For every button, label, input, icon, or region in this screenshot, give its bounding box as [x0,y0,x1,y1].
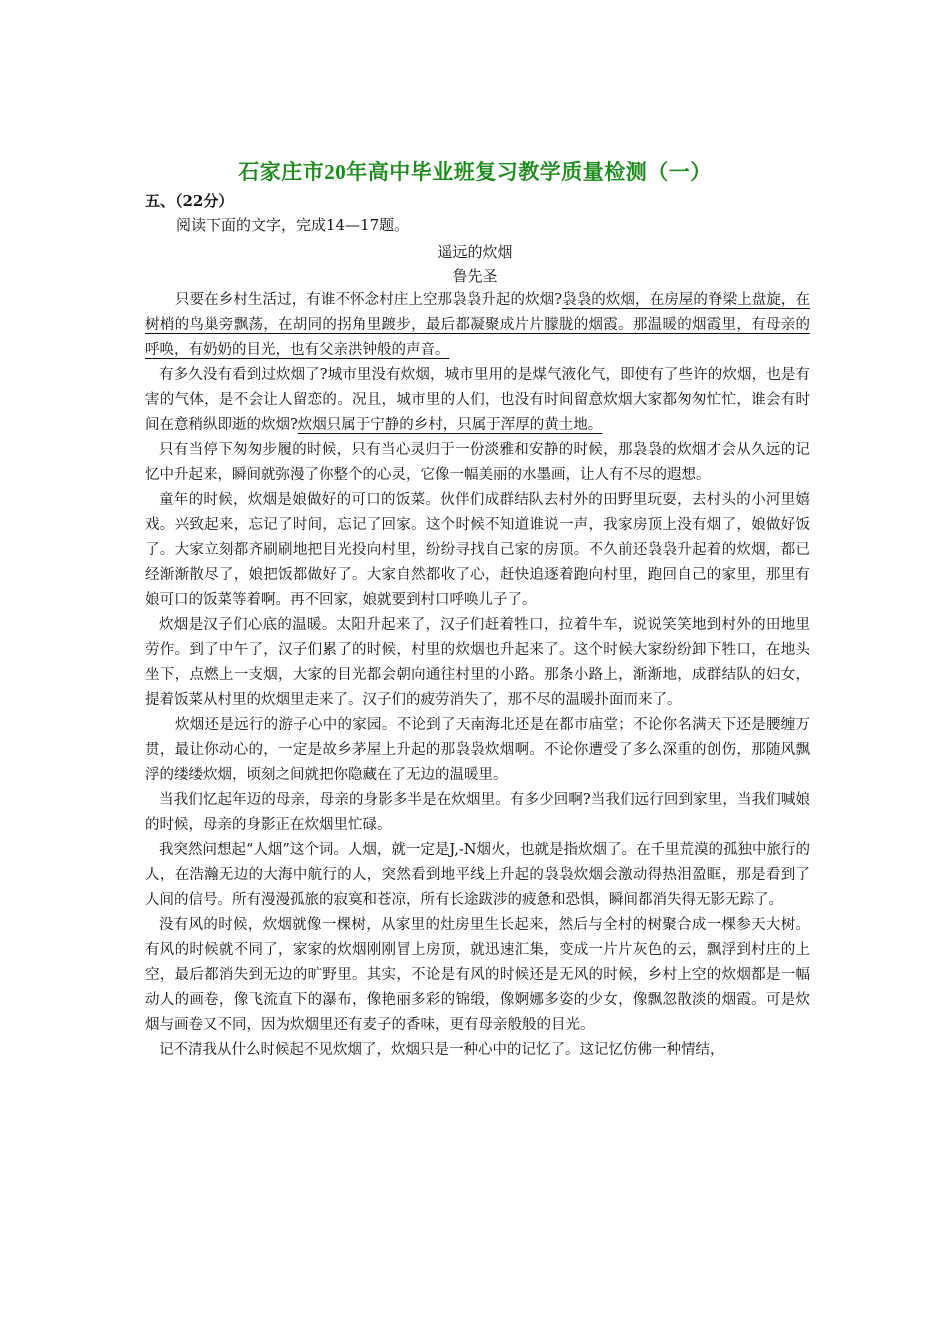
underlined-passage-1: 袅袅的炊烟，在房屋的脊梁上盘旋，在树梢的鸟巢旁飘荡，在胡同的拐角里踱步，最后都凝聚成片片朦胧的烟霞。那温暖的烟霞里，有母亲的呼唤，有奶奶的目光，也有父亲洪钟般的声音。 [145,292,811,358]
paragraph-8: 我突然问想起“人烟”这个词。人烟，就一定是J,-N烟火，也就是指炊烟了。在千里荒漠的孤独中旅行的人，在浩瀚无边的大海中航行的人，突然看到地平线上升起的袅袅炊烟会激动得热泪盈眶，那是看到了人间的信号。所有漫漫孤旅的寂寞和苍凉，所有长途跋涉的疲惫和恐惧，瞬间都消失得无影无踪了。 [145,842,810,908]
section-heading: 五、（22分） [145,192,234,210]
paragraph-2-lead: 有多久没有看到过炊烟了?城市里没有炊烟，城市里用的是煤气液化气，即使有了些许的炊烟，也是有害的气体，是不会让人留恋的。况且，城市里的人们，也没有时间留意炊烟大家都匆匆忙忙，谁会有时间在意稍纵即逝的炊烟? [145,367,810,433]
paragraph-2 [145,363,810,438]
paragraph-4: 童年的时候，炊烟是娘做好的可口的饭菜。伙伴们成群结队去村外的田野里玩耍，去村头的小河里嬉戏。兴致起来，忘记了时间，忘记了回家。这个时候不知道谁说一声，我家房顶上没有烟了，娘做好饭了。大家立刻都齐刷刷地把目光投向村里，纷纷寻找自己家的房顶。不久前还袅袅升起着的炊烟，都已经渐渐散尽了，娘把饭都做好了。大家自然都收了心，赶快追逐着跑向村里，跑回自己的家里，那里有娘可口的饭菜等着啊。再不回家，娘就要到村口呼唤儿子了。 [145,492,810,608]
paragraph-9: 没有风的时候，炊烟就像一棵树，从家里的灶房里生长起来，然后与全村的树聚合成一棵参天大树。有风的时候就不同了，家家的炊烟刚刚冒上房顶，就迅速汇集，变成一片片灰色的云，飘浮到村庄的上空，最后都消失到无边的旷野里。其实，不论是有风的时候还是无风的时候，乡村上空的炊烟都是一幅动人的画卷，像飞流直下的瀑布，像艳丽多彩的锦缎，像婀娜多姿的少女，像飘忽散淡的烟霞。可是炊烟与画卷又不同，因为炊烟里还有麦子的香味，更有母亲般般的目光。 [145,917,810,1033]
page-title: 石家庄市20年高中毕业班复习教学质量检测（一） [238,160,712,184]
paragraph-5: 炊烟是汉子们心底的温暖。太阳升起来了，汉子们赶着牲口，拉着牛车，说说笑笑地到村外的田地里劳作。到了中午了，汉子们累了的时候，村里的炊烟也升起来了。这个时候大家纷纷卸下牲口，在地头坐下，点燃上一支烟，大家的目光都会朝向通往村里的小路。那条小路上，渐渐地，成群结队的妇女，提着饭菜从村里的炊烟里走来了。汉子们的疲劳消失了，那不尽的温暖扑面而来了。 [145,617,810,708]
paragraph-10: 记不清我从什么时候起不见炊烟了，炊烟只是一种心中的记忆了。这记忆仿佛一种情结， [159,1042,725,1058]
article-title: 遥远的炊烟 [437,243,513,261]
paragraph-1 [145,288,810,363]
instruction-text: 阅读下面的文字，完成14—17题。 [176,216,410,234]
paragraph-7: 当我们忆起年迈的母亲，母亲的身影多半是在炊烟里。有多少回啊?当我们远行回到家里，当我们喊娘的时候，母亲的身影正在炊烟里忙碌。 [145,792,810,833]
paragraph-6: 炊烟还是远行的游子心中的家园。不论到了天南海北还是在都市庙堂；不论你名满天下还是腰缠万贯，最让你动心的，一定是故乡茅屋上升起的那袅袅炊烟啊。不论你遭受了多么深重的创伤，那随风飘浮的缕缕炊烟，顷刻之间就把你隐藏在了无边的温暖里。 [145,717,810,783]
paragraph-1-lead: 只要在乡村生活过，有谁不怀念村庄上空那袅袅升起的炊烟? [175,292,563,308]
paragraph-3: 只有当停下匆匆步履的时候，只有当心灵归于一份淡雅和安静的时候，那袅袅的炊烟才会从久远的记忆中升起来，瞬间就弥漫了你整个的心灵，它像一幅美丽的水墨画，让人有不尽的遐想。 [145,442,810,483]
article-body [145,288,810,1063]
underlined-passage-2: 炊烟只属于宁静的乡村，只属于浑厚的黄土地。 [297,417,603,433]
article-author: 鲁先圣 [452,267,498,285]
